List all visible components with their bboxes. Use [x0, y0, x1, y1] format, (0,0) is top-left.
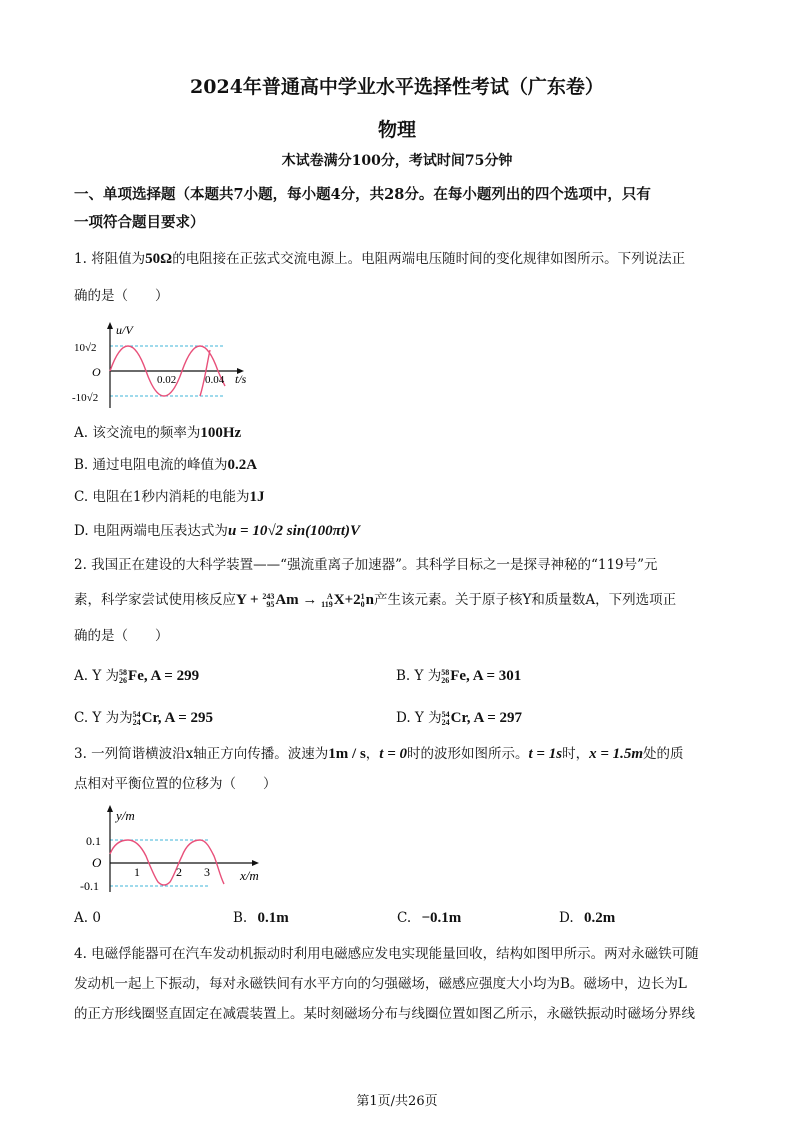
q1-ybottom-label: -10√2 [72, 392, 99, 404]
q2-option-d-value: , A = 297 [466, 710, 522, 726]
q2-reaction-plus: + [250, 592, 259, 608]
q2-option-c-mass: 54 [132, 709, 141, 719]
q3-option-b[interactable] [233, 910, 289, 927]
q2-am-mass: 243 [262, 591, 275, 601]
q3-y-arrow [107, 805, 113, 812]
q3-x1-label: 1 [134, 865, 140, 879]
q2-option-b-mass: 58 [441, 667, 450, 677]
q1-voltage-graph [72, 320, 272, 412]
q1-option-d-value: u = 10√2 sin(100πt)V [227, 523, 361, 539]
q3-t0: t = 0 [379, 746, 408, 762]
section-heading [74, 181, 724, 237]
q1-option-a[interactable] [74, 421, 241, 442]
q1-option-b[interactable] [74, 453, 257, 474]
q2-stem-line2 [74, 590, 724, 610]
q3-xpos: x = 1.5m [589, 746, 644, 762]
q2-option-a-nuclide [119, 669, 127, 685]
q1-y-arrow [107, 322, 113, 329]
q3-option-a[interactable]: A. 0 [74, 910, 101, 926]
q2-reaction-n: n [365, 592, 374, 608]
q3-x-arrow [252, 860, 259, 866]
q1-pre: 1. 将阻值为 [74, 251, 146, 267]
q2-stem-line1: 2. 我国正在建设的大科学装置——“强流重离子加速器”。其科学目标之一是探寻神秘的“119号”元 [74, 557, 658, 573]
q3-ybottom-label: -0.1 [80, 879, 99, 893]
q2-option-a-value: , A = 299 [143, 668, 200, 684]
q1-origin-label: O [92, 365, 101, 379]
q2-option-d[interactable] [396, 706, 522, 727]
exam-note: 木试卷满分100分，考试时间75分钟 [281, 153, 513, 169]
q3-option-d-value: 0.2m [583, 910, 616, 926]
q2-option-a-element: Fe [128, 668, 144, 684]
q3-mid3: 时， [562, 746, 590, 762]
q3-pre: 3. 一列简谐横波沿x轴正方向传播。波速为 [74, 746, 329, 762]
q1-stem-line2: 确的是（ ） [74, 288, 169, 304]
q3-mid1: ， [365, 746, 380, 762]
page-footer: 第1页/共26页 [356, 1094, 438, 1109]
q1-option-b-text: B. 通过电阻电流的峰值为 [74, 457, 228, 473]
subject-title: 物理 [377, 119, 416, 141]
q1-option-c-value: 1J [249, 489, 265, 505]
q1-option-d[interactable] [74, 519, 360, 540]
q3-x3-label: 3 [204, 865, 210, 879]
q3-xlabel: x/m [240, 868, 259, 883]
q2-option-b-z: 26 [441, 675, 450, 685]
q1-ytop-label: 10√2 [74, 342, 97, 354]
q2-x-nuclide [321, 593, 333, 609]
q2-option-c[interactable] [74, 706, 213, 727]
q2-option-d-nuclide [442, 711, 450, 727]
q3-post: 处的质 [643, 746, 684, 762]
q1-option-b-value: 0.2A [227, 457, 258, 473]
q2-am-nuclide [262, 593, 274, 609]
q2-x-z: 119 [321, 599, 333, 609]
q3-option-d[interactable] [559, 910, 615, 927]
q2-line2-post: 产生该元素。关于原子核Y和质量数A，下列选项正 [373, 592, 677, 608]
q2-option-a-z: 26 [119, 675, 128, 685]
q1-post: 的电阻接在正弦式交流电源上。电阻两端电压随时间的变化规律如图所示。下列说法正 [172, 251, 686, 267]
q2-option-d-text: D. Y 为 [396, 710, 442, 726]
q3-stem-line2: 点相对平衡位置的位移为（ ） [74, 776, 277, 792]
exam-title: 2024年普通高中学业水平选择性考试（广东卷） [190, 76, 604, 98]
q2-option-b[interactable] [396, 664, 521, 685]
q2-option-c-z: 24 [132, 717, 141, 727]
q3-option-c[interactable] [397, 910, 461, 927]
q2-option-c-text: C. Y 为为 [74, 710, 133, 726]
q2-reaction-plus2: +2 [344, 592, 361, 608]
q2-option-a[interactable] [74, 664, 199, 685]
q3-mid2: 时的波形如图所示。 [407, 746, 529, 762]
q1-x2-label: 0.04 [205, 374, 225, 386]
q2-option-b-value: , A = 301 [466, 668, 522, 684]
q1-option-c-text: C. 电阻在1秒内消耗的电能为 [74, 489, 250, 505]
q1-option-a-value: 100Hz [200, 425, 242, 441]
q3-ylabel: y/m [116, 808, 135, 823]
q3-option-b-value: 0.1m [257, 910, 289, 926]
q4-stem-line2: 发动机一起上下振动，每对永磁铁间有水平方向的匀强磁场，磁感应强度大小均为B。磁场中，边长为L [74, 976, 687, 992]
q3-option-d-text: D. [559, 910, 574, 926]
q2-n-z: 0 [360, 599, 365, 609]
q1-resistance: 50Ω [145, 251, 173, 267]
q1-x1-label: 0.02 [157, 374, 177, 386]
section-heading-line2: 一项符合题目要求） [74, 214, 205, 231]
q2-option-c-value: , A = 295 [157, 710, 213, 726]
q3-option-c-value: −0.1m [421, 910, 462, 926]
q2-option-b-text: B. Y 为 [396, 668, 442, 684]
q2-line2-pre: 素，科学家尝试使用核反应 [74, 592, 236, 608]
q1-stem-line1 [74, 249, 724, 269]
q4-stem-line3: 的正方形线圈竖直固定在减震装置上。某时刻磁场分布与线圈位置如图乙所示，永磁铁振动时磁场分界线 [74, 1006, 695, 1022]
q1-option-c[interactable] [74, 485, 265, 506]
q2-option-c-element: Cr [141, 710, 158, 726]
q3-wave-graph [74, 800, 274, 896]
q2-option-d-mass: 54 [441, 709, 450, 719]
q3-x2-label: 2 [176, 865, 182, 879]
q1-xlabel: t/s [235, 372, 247, 386]
q2-reaction-x: X [333, 592, 345, 608]
q2-option-b-element: Fe [450, 668, 467, 684]
q3-stem-line1 [74, 744, 724, 764]
q4-stem-line1: 4. 电磁俘能器可在汽车发动机振动时利用电磁感应发电实现能量回收，结构如图甲所示。两对永磁铁可随 [74, 946, 699, 962]
section-heading-line1: 一、单项选择题（本题共7小题，每小题4分，共28分。在每小题列出的四个选项中，只有 [74, 186, 651, 203]
q2-option-a-text: A. Y 为 [74, 668, 120, 684]
q2-option-d-z: 24 [441, 717, 450, 727]
q2-n-mass: 1 [360, 591, 365, 601]
q3-option-c-text: C. [397, 910, 412, 926]
q2-reaction-am: Am [275, 592, 299, 608]
q2-reaction [236, 592, 374, 608]
q2-x-mass: A [326, 591, 333, 601]
q2-stem-line3: 确的是（ ） [74, 628, 169, 644]
q2-option-a-mass: 58 [119, 667, 128, 677]
q1-ylabel: u/V [116, 323, 133, 337]
q2-reaction-y: Y [236, 592, 247, 608]
q3-speed: 1m / s [328, 746, 366, 762]
q3-origin-label: O [92, 855, 102, 870]
q3-ytop-label: 0.1 [86, 834, 101, 848]
q2-am-z: 95 [266, 599, 275, 609]
q3-t1: t = 1s [528, 746, 563, 762]
q3-option-b-text: B. [233, 910, 248, 926]
q2-reaction-arrow: → [302, 592, 318, 608]
q2-option-c-nuclide [133, 711, 141, 727]
q2-n-nuclide [361, 593, 365, 609]
q1-option-a-text: A. 该交流电的频率为 [74, 425, 201, 441]
q1-option-d-text: D. 电阻两端电压表达式为 [74, 523, 228, 539]
q2-option-d-element: Cr [450, 710, 467, 726]
q2-option-b-nuclide [441, 669, 449, 685]
